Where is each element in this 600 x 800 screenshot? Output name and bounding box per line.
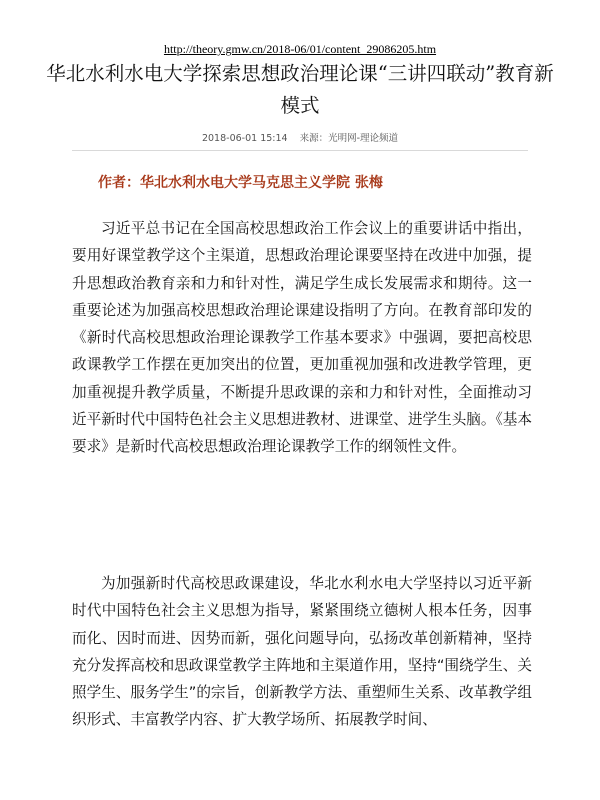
article-source: 来源：光明网-理论频道 [299,133,399,144]
article-title: 华北水利水电大学探索思想政治理论课“三讲四联动”教育新模式 [46,62,554,117]
author-line: 作者：华北水利水电大学马克思主义学院 张梅 [98,175,383,191]
publish-datetime: 2018-06-01 15:14 [201,133,288,144]
source-url-link[interactable]: http://theory.gmw.cn/2018-06/01/content_29086205.htm [163,42,437,56]
article-meta [0,133,600,145]
body-paragraph: 习近平总书记在全国高校思想政治工作会议上的重要讲话中指出，要用好课堂教学这个主渠道，思想政治理论课要坚持在改进中加强，提升思想政治教育亲和力和针对性，满足学生成长发展需求和期待。这一重要论述为加强高校思想政治理论课建设指明了方向。在教育部印发的《新时代高校思想政治理论课教学工作基本要求》中强调，要把高校思政课教学工作摆在更加突出的位置，更加重视加强和改进教学管理，更加重视提升教学质量，不断提升思政课的亲和力和针对性，全面推动习近平新时代中国特色社会主义思想进教材、进课堂、进学生头脑。《基本要求》是新时代高校思想政治理论课教学工作的纲领性文件。 [72,220,532,456]
title-divider [72,150,528,151]
body-paragraph: 为加强新时代高校思政课建设，华北水利水电大学坚持以习近平新时代中国特色社会主义思想为指导，紧紧围绕立德树人根本任务，因事而化、因时而进、因势而新，强化问题导向，弘扬改革创新精神，坚持充分发挥高校和思政课堂教学主阵地和主渠道作用，坚持“围绕学生、关照学生、服务学生”的宗旨，创新教学方法、重塑师生关系、改革教学组织形式、丰富教学内容、扩大教学场所、拓展教学时间、 [72,575,532,729]
